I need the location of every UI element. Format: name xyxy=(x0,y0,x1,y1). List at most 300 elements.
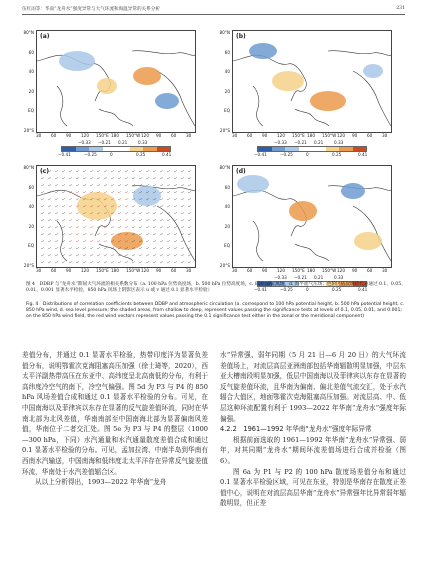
wind-vector xyxy=(48,227,51,229)
wind-vector xyxy=(139,227,142,229)
x-tick-label: 120 xyxy=(277,133,285,138)
wind-vector xyxy=(55,241,58,243)
wind-vector xyxy=(55,220,58,222)
x-tick-label: 120 xyxy=(141,133,149,138)
wind-vector xyxy=(174,178,177,180)
y-tick-label: 20°S xyxy=(219,262,230,268)
wind-vector xyxy=(104,178,107,180)
wind-vector xyxy=(118,192,121,194)
wind-vector xyxy=(146,220,149,222)
colorbar-tick-label: 0.33 xyxy=(138,140,148,145)
correlation-shading xyxy=(97,78,117,94)
wind-vector xyxy=(146,241,149,243)
wind-vector xyxy=(97,171,100,173)
x-tick-label: 120 xyxy=(81,133,89,138)
y-tick-label: EQ xyxy=(28,108,34,113)
wind-vector xyxy=(104,192,107,194)
wind-vector xyxy=(132,227,135,229)
wind-vector xyxy=(160,220,163,222)
y-tick-label: EQ xyxy=(224,108,230,113)
wind-vector xyxy=(41,178,44,180)
correlation-shading xyxy=(237,175,269,193)
figure-caption-cn: 图 4 DDBP 与“龙舟水”期间大气环流的相关系数分布（a. 100 hPa 位势高度场，b. 500 hPa 位势高度场，c. 850 hPa 风场，d. 海平面气压场；色阶区依次填绘代表通过 0.1、0.05、0.01、0.001 显著水平检验，850 hPa 风场上阴影区表示 u 或 v 通过 0.1 显著水平检验） xyxy=(26,282,406,294)
wind-vector xyxy=(41,185,44,187)
wind-vector xyxy=(139,220,142,222)
colorbar-tick-label: 0.41 xyxy=(162,152,172,157)
colorbar-tick-label: 0.33 xyxy=(334,140,344,145)
wind-vector xyxy=(167,192,170,194)
wind-vector xyxy=(160,234,163,236)
colorbar-tick-label: 0.25 xyxy=(332,287,342,292)
colorbar-tick-label: 0.21 xyxy=(314,275,324,280)
paragraph: 图 6a 为 P1 与 P2 的 100 hPa 散度场差值分布和通过 0.1 显著水平检验区域，可见在东亚，特别是华南存在散度正差值中心，说明在对流层高层华南“龙舟水”异常强年比异常弱年辐散明显，但正差 xyxy=(220,467,406,508)
wind-vector xyxy=(111,220,114,222)
wind-vector xyxy=(62,199,65,201)
panel-label: (c) xyxy=(40,168,50,175)
wind-vector xyxy=(90,227,93,229)
y-tick-label: 60 xyxy=(224,184,230,190)
wind-vector xyxy=(69,171,72,173)
correlation-shading xyxy=(354,232,382,250)
x-tick-label: 90 xyxy=(262,133,268,138)
colorbar-tick-label: 0.21 xyxy=(314,140,324,145)
wind-vector xyxy=(69,241,72,243)
wind-vector xyxy=(174,171,177,173)
wind-vector xyxy=(167,227,170,229)
wind-vector xyxy=(69,199,72,201)
wind-vector xyxy=(125,213,128,215)
colorbar-tick-label: 0 xyxy=(306,287,309,292)
coastline xyxy=(353,71,391,126)
wind-vector xyxy=(160,255,163,257)
wind-vector xyxy=(48,234,51,236)
wind-vector xyxy=(69,262,72,264)
correlation-shading xyxy=(289,201,317,221)
wind-vector xyxy=(125,185,128,187)
y-tick-label: 80°N xyxy=(23,30,34,35)
wind-vector xyxy=(90,255,93,257)
x-tick-label: 60 xyxy=(367,133,373,138)
wind-vector xyxy=(174,234,177,236)
wind-vector xyxy=(174,192,177,194)
x-tick-label: 150°E xyxy=(96,268,109,273)
colorbar xyxy=(257,146,367,152)
correlation-shading xyxy=(155,93,179,109)
y-tick-label: EQ xyxy=(224,243,230,248)
y-tick-label: EQ xyxy=(28,243,34,248)
y-tick-label: 40 xyxy=(28,204,34,209)
wind-vector xyxy=(125,227,128,229)
wind-vector xyxy=(188,185,191,187)
wind-vector xyxy=(69,213,72,215)
wind-vector xyxy=(55,206,58,208)
colorbar-swatch xyxy=(312,147,326,151)
x-tick-label: 90 xyxy=(262,268,268,273)
wind-vector xyxy=(111,255,114,257)
colorbar-swatch xyxy=(62,147,76,151)
x-tick-label: 150°E xyxy=(292,133,305,138)
wind-vector xyxy=(160,206,163,208)
wind-vector xyxy=(153,227,156,229)
wind-vector xyxy=(55,262,58,264)
wind-vector xyxy=(76,262,79,264)
wind-vector xyxy=(125,220,128,222)
wind-vector xyxy=(48,206,51,208)
colorbar-tick-label: 0 xyxy=(306,152,309,157)
wind-vector xyxy=(146,213,149,215)
map-svg xyxy=(233,31,391,132)
page-number: 231 xyxy=(396,6,405,11)
wind-vector xyxy=(104,248,107,250)
wind-vector xyxy=(76,199,79,201)
wind-vector xyxy=(90,262,93,264)
wind-vector xyxy=(139,206,142,208)
map-panel xyxy=(232,165,392,268)
x-tick-label: 180 xyxy=(111,133,119,138)
x-tick-label: 90 xyxy=(66,268,72,273)
wind-vector xyxy=(97,241,100,243)
wind-vector xyxy=(97,185,100,187)
wind-vector xyxy=(83,192,86,194)
wind-vector xyxy=(83,171,86,173)
correlation-shading xyxy=(249,43,277,59)
wind-vector xyxy=(76,171,79,173)
wind-vector xyxy=(104,255,107,257)
map-svg xyxy=(233,166,391,267)
colorbar-tick-label: −0.41 xyxy=(254,152,267,157)
wind-vector xyxy=(132,262,135,264)
x-tick-label: 30 xyxy=(232,268,238,273)
wind-vector xyxy=(48,255,51,257)
panel-label: (d) xyxy=(236,168,246,175)
coastline xyxy=(295,244,329,261)
wind-vector xyxy=(132,171,135,173)
wind-vector xyxy=(83,234,86,236)
wind-vector xyxy=(188,241,191,243)
coastline xyxy=(253,221,263,261)
map-panel xyxy=(232,30,392,133)
wind-vector xyxy=(90,241,93,243)
wind-vector xyxy=(139,262,142,264)
wind-vector xyxy=(76,255,79,257)
wind-vector xyxy=(104,220,107,222)
wind-vector xyxy=(76,220,79,222)
wind-vector xyxy=(48,213,51,215)
coastline xyxy=(132,51,195,56)
colorbar-swatch xyxy=(272,147,286,151)
wind-vector xyxy=(160,213,163,215)
wind-vector xyxy=(76,192,79,194)
wind-vector xyxy=(111,227,114,229)
colorbar-tick-label: −0.41 xyxy=(58,152,71,157)
wind-vector xyxy=(125,192,128,194)
x-tick-label: 30 xyxy=(382,268,388,273)
wind-vector xyxy=(104,234,107,236)
wind-vector xyxy=(188,192,191,194)
map-panel xyxy=(36,30,196,133)
wind-vector xyxy=(181,199,184,201)
colorbar-tick-label: −0.25 xyxy=(280,152,293,157)
wind-vector xyxy=(125,255,128,257)
correlation-shading xyxy=(59,51,95,71)
wind-vector xyxy=(153,255,156,257)
wind-vector xyxy=(174,213,177,215)
colorbar-swatch xyxy=(130,147,144,151)
wind-vector xyxy=(41,241,44,243)
colorbar-tick-label: 0.25 xyxy=(136,152,146,157)
y-tick-label: 60 xyxy=(28,184,34,190)
wind-vector xyxy=(104,185,107,187)
wind-vector xyxy=(132,178,135,180)
wind-vector xyxy=(167,241,170,243)
wind-vector xyxy=(76,248,79,250)
wind-vector xyxy=(160,178,163,180)
wind-vector xyxy=(146,227,149,229)
wind-vector xyxy=(118,199,121,201)
correlation-shading xyxy=(272,71,304,91)
wind-vector xyxy=(132,220,135,222)
colorbar-swatch xyxy=(353,147,367,151)
wind-vector xyxy=(153,220,156,222)
wind-vector xyxy=(160,248,163,250)
map-panel xyxy=(36,165,196,268)
x-tick-label: 90 xyxy=(156,133,162,138)
wind-vector xyxy=(55,248,58,250)
wind-vector xyxy=(83,241,86,243)
x-tick-label: 150°E xyxy=(96,133,109,138)
y-tick-label: 80°N xyxy=(23,165,34,170)
wind-vector xyxy=(146,248,149,250)
wind-vector xyxy=(76,227,79,229)
wind-vector xyxy=(55,178,58,180)
wind-vector xyxy=(188,199,191,201)
wind-vector xyxy=(41,234,44,236)
map-svg xyxy=(37,31,195,132)
wind-vector xyxy=(41,213,44,215)
wind-vector xyxy=(125,262,128,264)
correlation-shading xyxy=(341,183,365,199)
y-tick-label: 20°S xyxy=(219,127,230,133)
y-tick-label: 20 xyxy=(28,88,34,94)
y-tick-label: 20 xyxy=(224,223,230,229)
wind-vector xyxy=(62,255,65,257)
wind-vector xyxy=(174,248,177,250)
colorbar-tick-label: −0.25 xyxy=(84,152,97,157)
wind-vector xyxy=(167,262,170,264)
wind-vector xyxy=(83,227,86,229)
y-tick-label: 40 xyxy=(224,204,230,209)
wind-vector xyxy=(41,255,44,257)
section-heading: 4.2.2 1961—1992 年华南“龙舟水”强度年际异常 xyxy=(220,425,372,434)
colorbar-swatch xyxy=(103,147,117,151)
wind-vector xyxy=(153,206,156,208)
paragraph: 根据前面选取的 1961—1992 年华南“龙舟水”异常强、弱年，对其同期“龙舟水”期间环流差值场进行合成并检验（图 6）。 xyxy=(220,435,406,465)
wind-vector xyxy=(97,234,100,236)
body-left-column xyxy=(22,350,208,488)
wind-vector xyxy=(181,178,184,180)
y-tick-label: 80°N xyxy=(219,165,230,170)
x-tick-label: 60 xyxy=(247,133,253,138)
colorbar-tick-label: −0.33 xyxy=(78,140,91,145)
colorbar-swatch xyxy=(299,147,313,151)
wind-vector xyxy=(104,262,107,264)
wind-vector xyxy=(118,206,121,208)
wind-vector xyxy=(97,178,100,180)
wind-vector xyxy=(104,171,107,173)
wind-vector xyxy=(41,220,44,222)
wind-vector xyxy=(181,255,184,257)
coastline xyxy=(253,86,263,126)
x-tick-label: 180 xyxy=(307,268,315,273)
header-rule xyxy=(22,14,405,15)
wind-vector xyxy=(167,234,170,236)
wind-vector xyxy=(146,262,149,264)
wind-vector xyxy=(48,178,51,180)
colorbar-swatch xyxy=(326,147,340,151)
wind-vector xyxy=(181,192,184,194)
colorbar-tick-label: −0.21 xyxy=(294,140,307,145)
wind-vector xyxy=(125,171,128,173)
x-tick-label: 30 xyxy=(36,133,42,138)
wind-vector xyxy=(125,178,128,180)
x-tick-label: 60 xyxy=(171,133,177,138)
wind-vector xyxy=(55,185,58,187)
wind-vector xyxy=(146,171,149,173)
y-tick-label: 60 xyxy=(28,49,34,55)
wind-vector xyxy=(125,199,128,201)
colorbar-swatch xyxy=(89,147,103,151)
wind-vector xyxy=(174,262,177,264)
wind-vector xyxy=(76,234,79,236)
wind-vector xyxy=(153,241,156,243)
wind-vector xyxy=(97,255,100,257)
wind-vector xyxy=(76,241,79,243)
wind-vector xyxy=(153,248,156,250)
panel-label: (a) xyxy=(40,33,50,40)
y-tick-label: 40 xyxy=(28,69,34,74)
wind-vector xyxy=(188,220,191,222)
colorbar-tick-label: 0.33 xyxy=(334,275,344,280)
wind-vector xyxy=(90,234,93,236)
map-svg xyxy=(37,166,195,267)
colorbar-tick-label: 0.41 xyxy=(358,152,368,157)
wind-vector xyxy=(69,234,72,236)
wind-vector xyxy=(153,234,156,236)
x-tick-label: 120 xyxy=(141,268,149,273)
x-tick-label: 120 xyxy=(337,133,345,138)
wind-vector xyxy=(139,248,142,250)
x-tick-label: 90 xyxy=(156,268,162,273)
colorbar-tick-label: −0.21 xyxy=(294,275,307,280)
x-tick-label: 150°W xyxy=(126,133,141,138)
wind-vector xyxy=(167,248,170,250)
wind-vector xyxy=(132,206,135,208)
wind-vector xyxy=(139,255,142,257)
wind-vector xyxy=(188,234,191,236)
wind-vector xyxy=(62,178,65,180)
x-tick-label: 150°W xyxy=(322,268,337,273)
wind-vector xyxy=(174,199,177,201)
wind-vector xyxy=(41,262,44,264)
wind-vector xyxy=(69,185,72,187)
coastline xyxy=(57,86,67,126)
wind-vector xyxy=(69,248,72,250)
colorbar-tick-label: 0 xyxy=(110,152,113,157)
wind-vector xyxy=(181,241,184,243)
wind-vector xyxy=(181,227,184,229)
wind-vector xyxy=(167,185,170,187)
x-tick-label: 180 xyxy=(111,268,119,273)
wind-vector xyxy=(153,262,156,264)
y-tick-label: 80°N xyxy=(219,30,230,35)
wind-vector xyxy=(153,213,156,215)
colorbar-tick-label: −0.33 xyxy=(274,140,287,145)
wind-vector xyxy=(41,248,44,250)
wind-vector xyxy=(188,213,191,215)
colorbar xyxy=(61,146,171,152)
wind-vector xyxy=(55,213,58,215)
x-tick-label: 90 xyxy=(66,133,72,138)
wind-vector xyxy=(160,227,163,229)
paragraph: 从以上分析得出，1993—2022 年华南“龙舟 xyxy=(35,478,167,487)
wind-vector xyxy=(118,178,121,180)
x-tick-label: 30 xyxy=(186,133,192,138)
wind-vector xyxy=(174,220,177,222)
wind-vector xyxy=(48,199,51,201)
wind-vector xyxy=(90,248,93,250)
wind-vector xyxy=(188,248,191,250)
wind-vector xyxy=(111,178,114,180)
wind-vector xyxy=(146,234,149,236)
colorbar-swatch xyxy=(157,147,171,151)
wind-vector xyxy=(83,220,86,222)
wind-vector xyxy=(62,227,65,229)
wind-vector xyxy=(174,241,177,243)
x-tick-label: 60 xyxy=(171,268,177,273)
wind-vector xyxy=(153,178,156,180)
x-tick-label: 120 xyxy=(277,268,285,273)
x-tick-label: 30 xyxy=(232,133,238,138)
wind-vector xyxy=(153,185,156,187)
wind-vector xyxy=(167,220,170,222)
x-tick-label: 30 xyxy=(36,268,42,273)
coastline xyxy=(57,221,67,261)
wind-vector xyxy=(48,241,51,243)
wind-vector xyxy=(69,227,72,229)
wind-vector xyxy=(83,178,86,180)
colorbar-tick-label: 0.41 xyxy=(358,287,368,292)
wind-vector xyxy=(55,255,58,257)
wind-vector xyxy=(167,199,170,201)
wind-vector xyxy=(62,213,65,215)
wind-vector xyxy=(62,185,65,187)
paragraph: 差值分布，并通过 0.1 显著水平检验，热带印度洋为显著负差值分布，说明鄂霍次克海阻塞高压加强（徐士琦等，2020），西太平洋副热带高压在东亚中、高纬度呈北高南低的分布，有利于高纬度冷空气的南下，冷空气偏强。图 5d 为 P3 与 P4 的 850 hPa 风场差值合成和通过 0.1 显著水平检验的分布。可见，在中国南海以及菲律宾以东存在显著的反气旋差值环流，同时在华南北部为北风差值，华南南部至中国南海北部为显著偏南风差值，华南位于二者交汇处。图 5e 为 P3 与 P4 的整层（1000—300 hPa，下同）水汽通量和水汽通量散度差值合成和通过 0.1 显著水平检验的分布。可见，孟加拉湾、中南半岛到华南有西南水汽输送，中国南海和低纬度北太平洋存在异常反气旋差值环流，华南处于水汽差值辐合区。 xyxy=(22,351,208,476)
colorbar-swatch xyxy=(116,147,130,151)
wind-vector xyxy=(111,171,114,173)
correlation-shading xyxy=(310,91,346,111)
y-tick-label: 20 xyxy=(28,223,34,229)
wind-vector xyxy=(111,185,114,187)
wind-vector xyxy=(55,234,58,236)
x-tick-label: 60 xyxy=(51,133,57,138)
running-header-title: 伍红雨等：华南“龙舟水”强度异常与大气环流和海温异常的关系分析 xyxy=(22,7,160,12)
wind-vector xyxy=(48,220,51,222)
wind-vector xyxy=(167,206,170,208)
coastline xyxy=(295,109,329,126)
wind-vector xyxy=(55,171,58,173)
colorbar-swatch xyxy=(285,147,299,151)
wind-vector xyxy=(174,206,177,208)
